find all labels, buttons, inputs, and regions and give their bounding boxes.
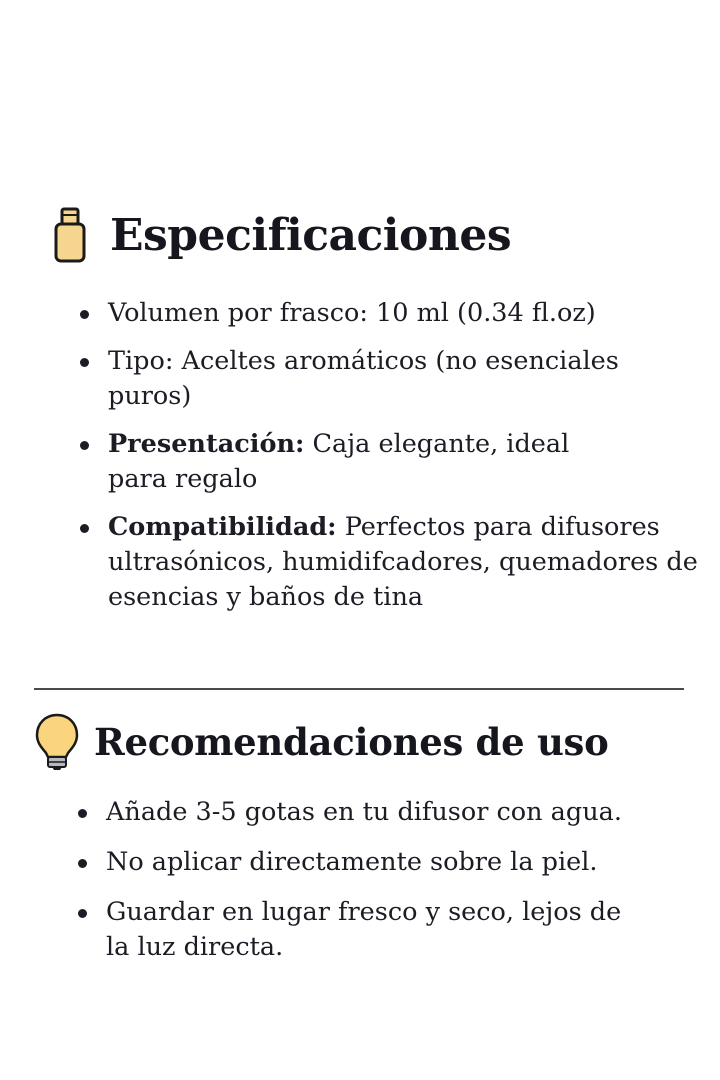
- lightbulb-icon: [34, 712, 80, 772]
- list-item: No aplicar directamente sobre la piel.: [64, 845, 704, 880]
- specifications-title: Especificaciones: [110, 209, 512, 261]
- item-text: Tipo: Aceltes aromáticos (no esenciales puros): [108, 346, 619, 411]
- item-text: Volumen por frasco: 10 ml (0.34 fl.oz): [108, 298, 596, 328]
- bottle-icon: [52, 206, 88, 264]
- usage-list: [64, 795, 704, 980]
- list-item: Añade 3-5 gotas en tu difusor con agua.: [64, 795, 704, 830]
- usage-title: Recomendaciones de uso: [94, 720, 609, 764]
- item-text: Perfectos para difusores ultrasónicos, humidifcadores, quemadores de esencias y baños de tina: [108, 512, 698, 612]
- item-text: Caja elegante, ideal para regalo: [108, 429, 570, 494]
- list-item: [66, 296, 706, 331]
- specifications-heading: [52, 206, 511, 264]
- item-term: Presentación:: [108, 429, 305, 459]
- list-item: Guardar en lugar fresco y seco, lejos de la luz directa.: [64, 895, 704, 965]
- item-term: Compatibilidad:: [108, 512, 337, 542]
- list-item: [66, 344, 706, 414]
- section-divider: [34, 688, 684, 690]
- specifications-list: [66, 296, 706, 628]
- list-item: [66, 510, 706, 615]
- list-item: [66, 427, 706, 497]
- usage-heading: [34, 712, 608, 772]
